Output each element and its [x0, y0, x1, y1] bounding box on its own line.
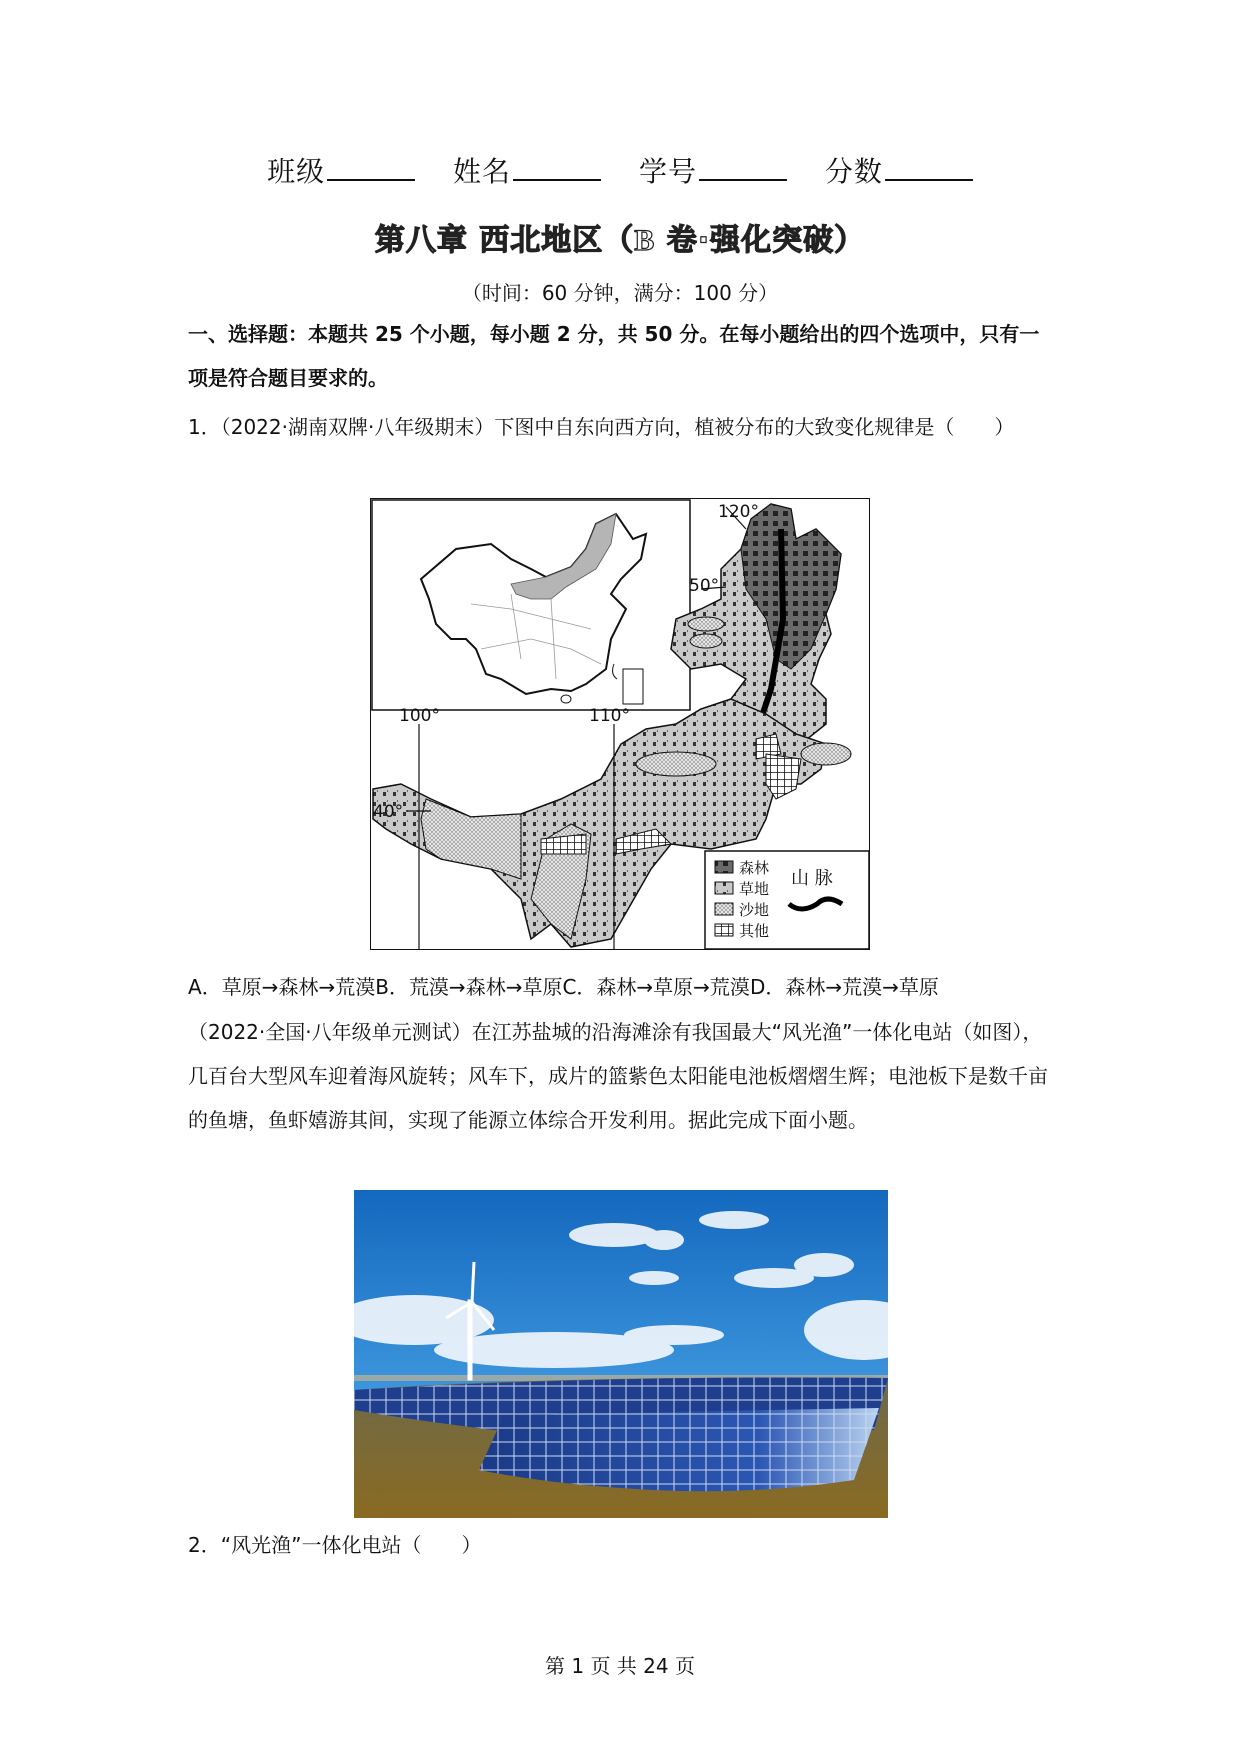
page-title — [0, 215, 1240, 259]
lon-label-120: 120° — [718, 502, 759, 522]
student-info-line — [0, 150, 1240, 190]
section-heading: 一、选择题：本题共 25 个小题，每小题 2 分，共 50 分。在每小题给出的四个选项中，只有一项是符合题目要求的。 — [188, 322, 1040, 390]
question-number: 1． — [188, 415, 221, 439]
power-station-photo — [354, 1190, 888, 1518]
svg-text:森林: 森林 — [739, 859, 770, 877]
option-c[interactable]: C．森林→草原→荒漠 — [562, 975, 750, 999]
score-field — [825, 155, 973, 188]
lon-label-100: 100° — [399, 706, 440, 726]
option-key: B — [375, 975, 389, 999]
option-text: 荒漠→森林→草原 — [408, 975, 563, 999]
class-blank[interactable] — [327, 153, 415, 181]
northeast-region — [671, 504, 841, 744]
power-station-photo-svg — [354, 1190, 888, 1518]
question-1 — [188, 405, 1058, 449]
name-field — [453, 155, 601, 188]
question-number: 2． — [188, 1533, 221, 1557]
student-id-blank[interactable] — [699, 153, 787, 181]
option-key: A — [188, 975, 202, 999]
class-field — [267, 155, 415, 188]
question-stem: 下图中自东向西方向，植被分布的大致变化规律是（ ） — [494, 415, 1015, 439]
passage-text: 在江苏盐城的沿海滩涂有我国最大“风光渔”一体化电站（如图），几百台大型风车迎着海风旋转；风车下，成片的篮紫色太阳能电池板熠熠生辉；电池板下是数千亩的鱼塘，鱼虾嬉游其间，实现了能源立体综合开发利用。据此完成下面小题。 — [188, 1020, 1048, 1132]
option-b[interactable]: B．荒漠→森林→草原 — [375, 975, 563, 999]
title-latin: B — [634, 224, 656, 257]
page-footer: 第 1 页 共 24 页 — [545, 1654, 695, 1678]
option-text: 草原→森林→荒漠 — [221, 975, 376, 999]
china-inset-map — [372, 500, 690, 710]
score-blank[interactable] — [885, 153, 973, 181]
option-text: 森林→草原→荒漠 — [596, 975, 750, 999]
option-key: C — [562, 975, 577, 999]
title-prefix: 第八章 西北地区（ — [374, 223, 635, 258]
student-id-field — [639, 155, 787, 188]
option-key: D — [749, 975, 766, 999]
lat-label-40: 40° — [373, 802, 404, 822]
vegetation-map-svg — [371, 499, 869, 949]
option-a[interactable]: A．草原→森林→荒漠 — [188, 975, 376, 999]
title-suffix: 卷·强化突破） — [655, 223, 866, 258]
question-source: （2022·湖南双牌·八年级期末） — [220, 415, 495, 439]
student-id-label: 学号 — [638, 155, 697, 188]
lat-label-50: 50° — [689, 576, 720, 596]
vegetation-map-figure — [370, 498, 870, 950]
lon-label-110: 110° — [589, 706, 630, 726]
score-label: 分数 — [824, 155, 883, 188]
map-legend — [705, 851, 869, 949]
svg-text:草地: 草地 — [739, 880, 770, 898]
class-label: 班级 — [267, 155, 326, 188]
question-stem: “风光渔”一体化电站（ ） — [220, 1533, 482, 1557]
reading-passage — [188, 1010, 1058, 1142]
option-text: 森林→荒漠→草原 — [785, 975, 939, 999]
name-blank[interactable] — [513, 153, 601, 181]
exam-info: （时间：60 分钟，满分：100 分） — [461, 281, 779, 305]
svg-text:沙地: 沙地 — [739, 901, 770, 919]
question-1-options — [188, 965, 1058, 1009]
option-d[interactable]: D．森林→荒漠→草原 — [749, 975, 939, 999]
passage-source: （2022·全国·八年级单元测试） — [188, 1020, 472, 1044]
question-2 — [188, 1523, 1058, 1567]
svg-text:山 脉: 山 脉 — [791, 868, 833, 889]
name-label: 姓名 — [453, 155, 512, 188]
svg-text:其他: 其他 — [739, 922, 770, 940]
